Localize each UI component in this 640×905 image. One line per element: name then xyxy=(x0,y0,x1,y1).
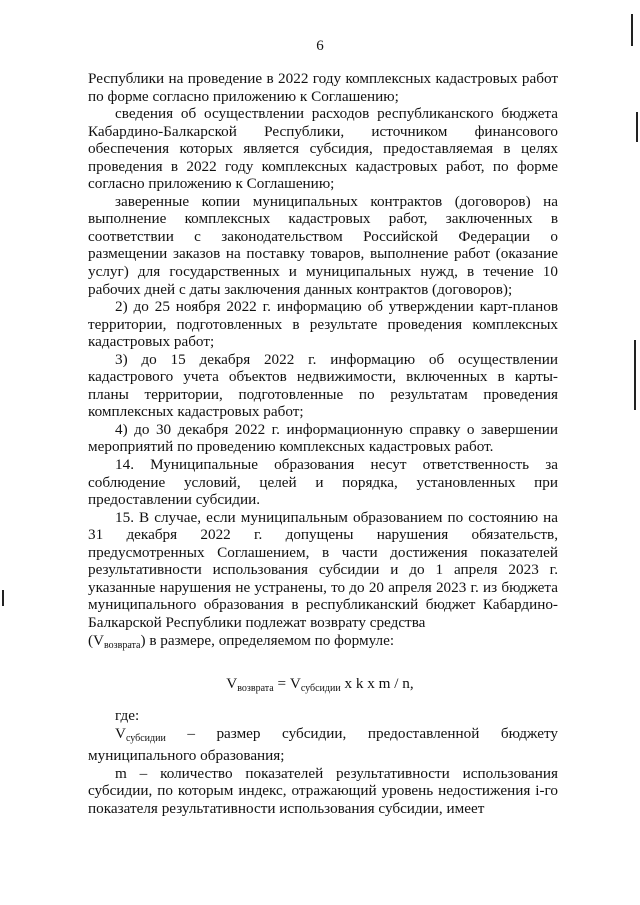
definitions xyxy=(88,707,558,817)
paragraph-7: 14. Муниципальные образования несут ответственность за соблюдение условий, целей и порядка, установленных при предоставлении субсидии. xyxy=(88,456,558,509)
document-body xyxy=(88,70,558,654)
scan-mark-left xyxy=(2,590,4,606)
paragraph-2: сведения об осуществлении расходов республиканского бюджета Кабардино-Балкарской Республики, источником финансового обеспечения которых является субсидия, предоставляемая в целях проведения в 2022 году комплексных кадастровых работ, по форме согласно приложению к Соглашению; xyxy=(88,105,558,193)
page-number: 6 xyxy=(316,38,324,54)
paragraph-4: 2) до 25 ноября 2022 г. информацию об утверждении карт-планов территории, подготовленных в результате проведения комплексных кадастровых работ; xyxy=(88,298,558,351)
paragraph-5: 3) до 15 декабря 2022 г. информацию об осуществлении кадастрового учета объектов недвижимости, включенных в карты-планы территории, подготовленные по результатам проведения комплексных кадастровых работ; xyxy=(88,350,558,421)
scan-mark-top-right xyxy=(631,14,633,46)
scan-mark-right-middle xyxy=(634,340,636,410)
v-return-subscript: возврата xyxy=(104,639,141,651)
paragraph-8: 15. В случае, если муниципальным образованием по состоянию на 31 декабря 2022 г. допущены нарушения обязательств, предусмотренных Соглашением, в части достижения показателей результативности использования субсидии и до 1 апреля 2023 г. указанные нарушения не устранены, то до 20 апреля 2023 г. из бюджета муниципального образования в республиканский бюджет Кабардино-Балкарской Республики подлежат возврату средства xyxy=(88,508,558,631)
paragraph-3: заверенные копии муниципальных контрактов (договоров) на выполнение комплексных кадастровых работ, заключенных в соответствии с законодательством Российской Федерации о размещении заказов на поставку товаров, выполнение работ (оказание услуг) для государственных и муниципальных нужд, в течение 10 рабочих дней с даты заключения данных контрактов (договоров); xyxy=(88,192,558,298)
formula-rest: x k x m / n, xyxy=(340,675,414,692)
formula-sub-return: возврата xyxy=(237,683,274,694)
definition-m: m – количество показателей результативности использования субсидии, по которым индекс, отражающий уровень недостижения i-го показателя результативности использования субсидии, имеет xyxy=(88,764,558,817)
v-return-line xyxy=(88,632,558,655)
def-v-text: – размер субсидии, предоставленной бюджету муниципального образования; xyxy=(88,724,558,765)
formula-v-return: V xyxy=(226,675,238,692)
formula-sub-subsidy: субсидии xyxy=(300,683,341,694)
def-v-subscript: субсидии xyxy=(125,732,166,744)
paragraph-6: 4) до 30 декабря 2022 г. информационную справку о завершении мероприятий по проведению комплексных кадастровых работ. xyxy=(88,420,558,456)
paragraph-1: Республики на проведение в 2022 году комплексных кадастровых работ по форме согласно приложению к Соглашению; xyxy=(88,70,558,105)
where-label: где: xyxy=(115,707,140,724)
v-return-prefix: (V xyxy=(88,631,105,649)
formula-equals: = xyxy=(273,675,290,692)
v-return-suffix: ) в размере, определяемом по формуле: xyxy=(140,631,395,649)
definition-v-subsidy xyxy=(88,725,558,765)
formula xyxy=(0,675,640,698)
def-v: V xyxy=(115,724,126,742)
scan-mark-right-upper xyxy=(636,112,638,142)
formula-v-subsidy: V xyxy=(289,675,301,692)
